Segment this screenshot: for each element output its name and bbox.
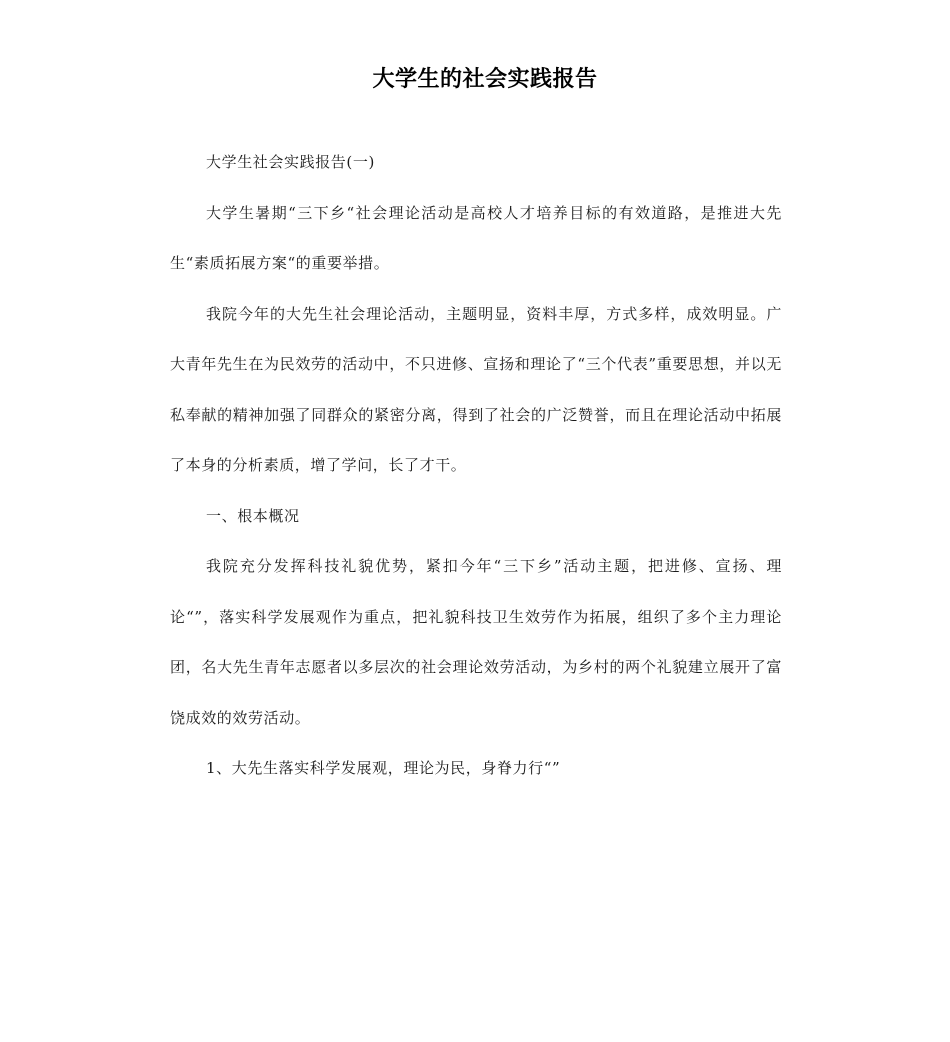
- document-body: [170, 137, 782, 794]
- paragraph-basic-situation: 我院充分发挥科技礼貌优势，紧扣今年“三下乡”活动主题，把进修、宣扬、理论“”，落实科学发展观作为重点，把礼貌科技卫生效劳作为拓展，组织了多个主力理论团，名大先生青年志愿者以多层次的社会理论效劳活动，为乡村的两个礼貌建立展开了富饶成效的效劳活动。: [170, 557, 782, 727]
- section-heading-basic-situation: 一、根本概况: [206, 506, 300, 525]
- subsection-heading-1: 1、大先生落实科学发展观，理论为民，身脊力行“”: [206, 759, 561, 777]
- paragraph-report-heading: 大学生社会实践报告(一): [206, 153, 375, 171]
- document-title: 大学生的社会实践报告: [372, 66, 598, 92]
- paragraph-intro: 大学生暑期“三下乡“社会理论活动是高校人才培养目标的有效道路，是推进大先生“素质拓展方案“的重要举措。: [170, 203, 782, 272]
- paragraph-overview: 我院今年的大先生社会理论活动，主题明显，资料丰厚，方式多样，成效明显。广大青年先生在为民效劳的活动中，不只进修、宣扬和理论了“三个代表”重要思想，并以无私奉献的精神加强了同群众的紧密分离，得到了社会的广泛赞誉，而且在理论活动中拓展了本身的分析素质，增了学问，长了才干。: [170, 304, 782, 474]
